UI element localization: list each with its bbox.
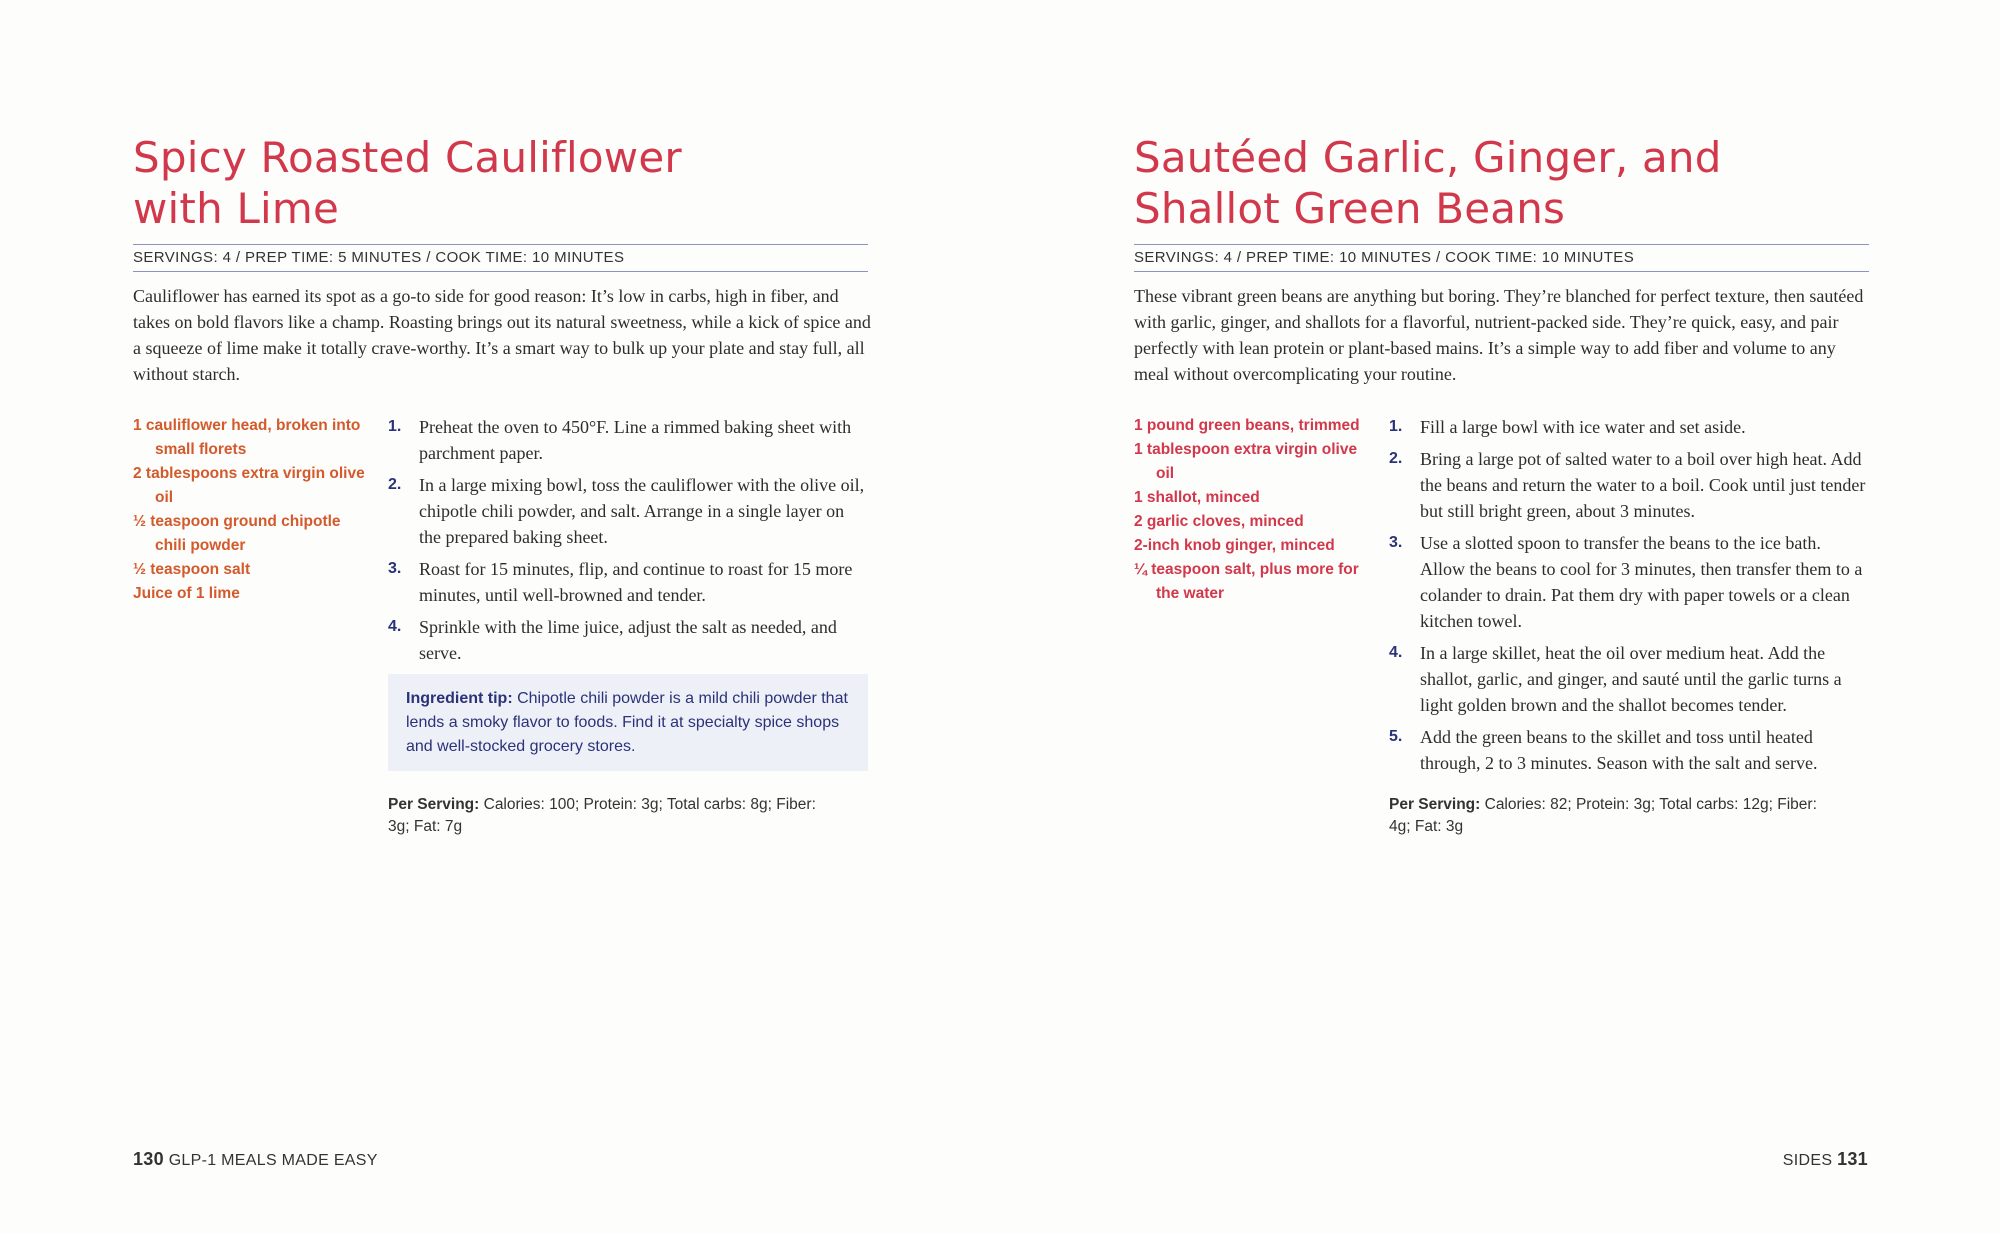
right-page-footer [1783,1148,1868,1172]
recipe-title [133,132,868,234]
step-list [1389,414,1869,782]
running-head: GLP-1 MEALS MADE EASY [168,1152,378,1169]
step-text: Use a slotted spoon to transfer the beans to the ice bath. Allow the beans to cool for 3 minutes, then transfer them to a colander to drain. Pat them dry with paper towels or a clean kitchen towel. [1420,533,1863,631]
recipe-intro: Cauliflower has earned its spot as a go-to side for good reason: It’s low in carbs, high in fiber, and takes on bold flavors like a champ. Roasting brings out its natural sweetness, while a kick of spice and a squeeze of lime make it totally crave-worthy. It’s a smart way to bulk up your plate and stay full, all without starch. [133,286,871,384]
step-item [388,614,868,666]
nutrition-info [1389,794,1829,838]
step-number: 4. [1389,644,1403,661]
page-number: 130 [133,1149,164,1169]
title-line-2: Shallot Green Beans [1134,184,1566,233]
step-item [1389,724,1869,776]
ingredient-item: 1 shallot, minced [1134,489,1260,506]
nutrition-label: Per Serving: [1389,796,1481,813]
step-number: 3. [388,560,402,577]
step-number: 5. [1389,728,1403,745]
title-line-1: Spicy Roasted Cauliflower [133,133,682,182]
nutrition-label: Per Serving: [388,796,480,813]
step-item [1389,530,1869,634]
ingredient-item: 1 pound green beans, trimmed [1134,417,1360,434]
ingredient-item: ¼ teaspoon salt, plus more for the water [1134,561,1359,602]
step-item [388,414,868,466]
step-text: Sprinkle with the lime juice, adjust the salt as needed, and serve. [419,617,837,663]
step-text: Preheat the oven to 450°F. Line a rimmed baking sheet with parchment paper. [419,417,852,463]
ingredient-item: ½ teaspoon salt [133,561,251,578]
step-item [388,472,868,550]
recipe-intro: These vibrant green beans are anything but boring. They’re blanched for perfect texture, then sautéed with garlic, ginger, and shallots for a flavorful, nutrient-packed side. They’re quick, easy, and pair perfectly with lean protein or plant-based mains. It’s a simple way to add fiber and volume to any meal without overcomplicating your routine. [1134,286,1864,384]
ingredient-tip-box [388,674,868,771]
step-item [1389,414,1869,440]
tip-text: Chipotle chili powder is a mild chili powder that lends a smoky flavor to foods. Find it at specialty spice shops and well-stocked grocery stores. [406,690,848,755]
ingredient-item: 1 cauliflower head, broken into small florets [133,417,361,458]
recipe-meta: SERVINGS: 4 / PREP TIME: 5 MINUTES / COOK TIME: 10 MINUTES [133,244,868,272]
step-item [1389,446,1869,524]
step-number: 3. [1389,534,1403,551]
step-number: 4. [388,618,402,635]
page-number: 131 [1837,1149,1868,1169]
tip-label: Ingredient tip: [406,690,513,707]
step-item [1389,640,1869,718]
running-head: SIDES [1782,1152,1833,1169]
recipe-meta: SERVINGS: 4 / PREP TIME: 10 MINUTES / COOK TIME: 10 MINUTES [1134,244,1869,272]
step-text: In a large mixing bowl, toss the cauliflower with the olive oil, chipotle chili powder, and salt. Arrange in a single layer on the prepared baking sheet. [419,475,865,547]
left-page-footer [133,1148,378,1172]
step-list [388,414,868,672]
step-item [388,556,868,608]
ingredient-item: 2 tablespoons extra virgin olive oil [133,465,365,506]
recipe-title [1134,132,1869,234]
title-line-2: with Lime [133,184,340,233]
step-number: 1. [388,418,402,435]
step-text: Bring a large pot of salted water to a boil over high heat. Add the beans and return the water to a boil. Cook until just tender but still bright green, about 3 minutes. [1420,449,1866,521]
nutrition-text: Calories: 100; Protein: 3g; Total carbs: 8g; Fiber: 3g; Fat: 7g [388,796,816,835]
nutrition-info [388,794,828,838]
step-text: Roast for 15 minutes, flip, and continue to roast for 15 more minutes, until well-browned and tender. [419,559,853,605]
ingredient-item: 2 garlic cloves, minced [1134,513,1304,530]
ingredient-item: Juice of 1 lime [133,585,240,602]
step-number: 2. [1389,450,1403,467]
nutrition-text: Calories: 82; Protein: 3g; Total carbs: 12g; Fiber: 4g; Fat: 3g [1389,796,1817,835]
step-number: 2. [388,476,402,493]
ingredient-list [1134,414,1369,606]
step-text: In a large skillet, heat the oil over medium heat. Add the shallot, garlic, and ginger, and sauté until the garlic turns a light golden brown and the shallot becomes tender. [1420,643,1842,715]
ingredient-item: 1 tablespoon extra virgin olive oil [1134,441,1358,482]
ingredient-item: ½ teaspoon ground chipotle chili powder [133,513,341,554]
title-line-1: Sautéed Garlic, Ginger, and [1134,133,1722,182]
step-text: Add the green beans to the skillet and toss until heated through, 2 to 3 minutes. Season with the salt and serve. [1420,727,1818,773]
ingredient-list [133,414,368,606]
ingredient-item: 2-inch knob ginger, minced [1134,537,1335,554]
step-number: 1. [1389,418,1403,435]
step-text: Fill a large bowl with ice water and set aside. [1420,417,1746,437]
